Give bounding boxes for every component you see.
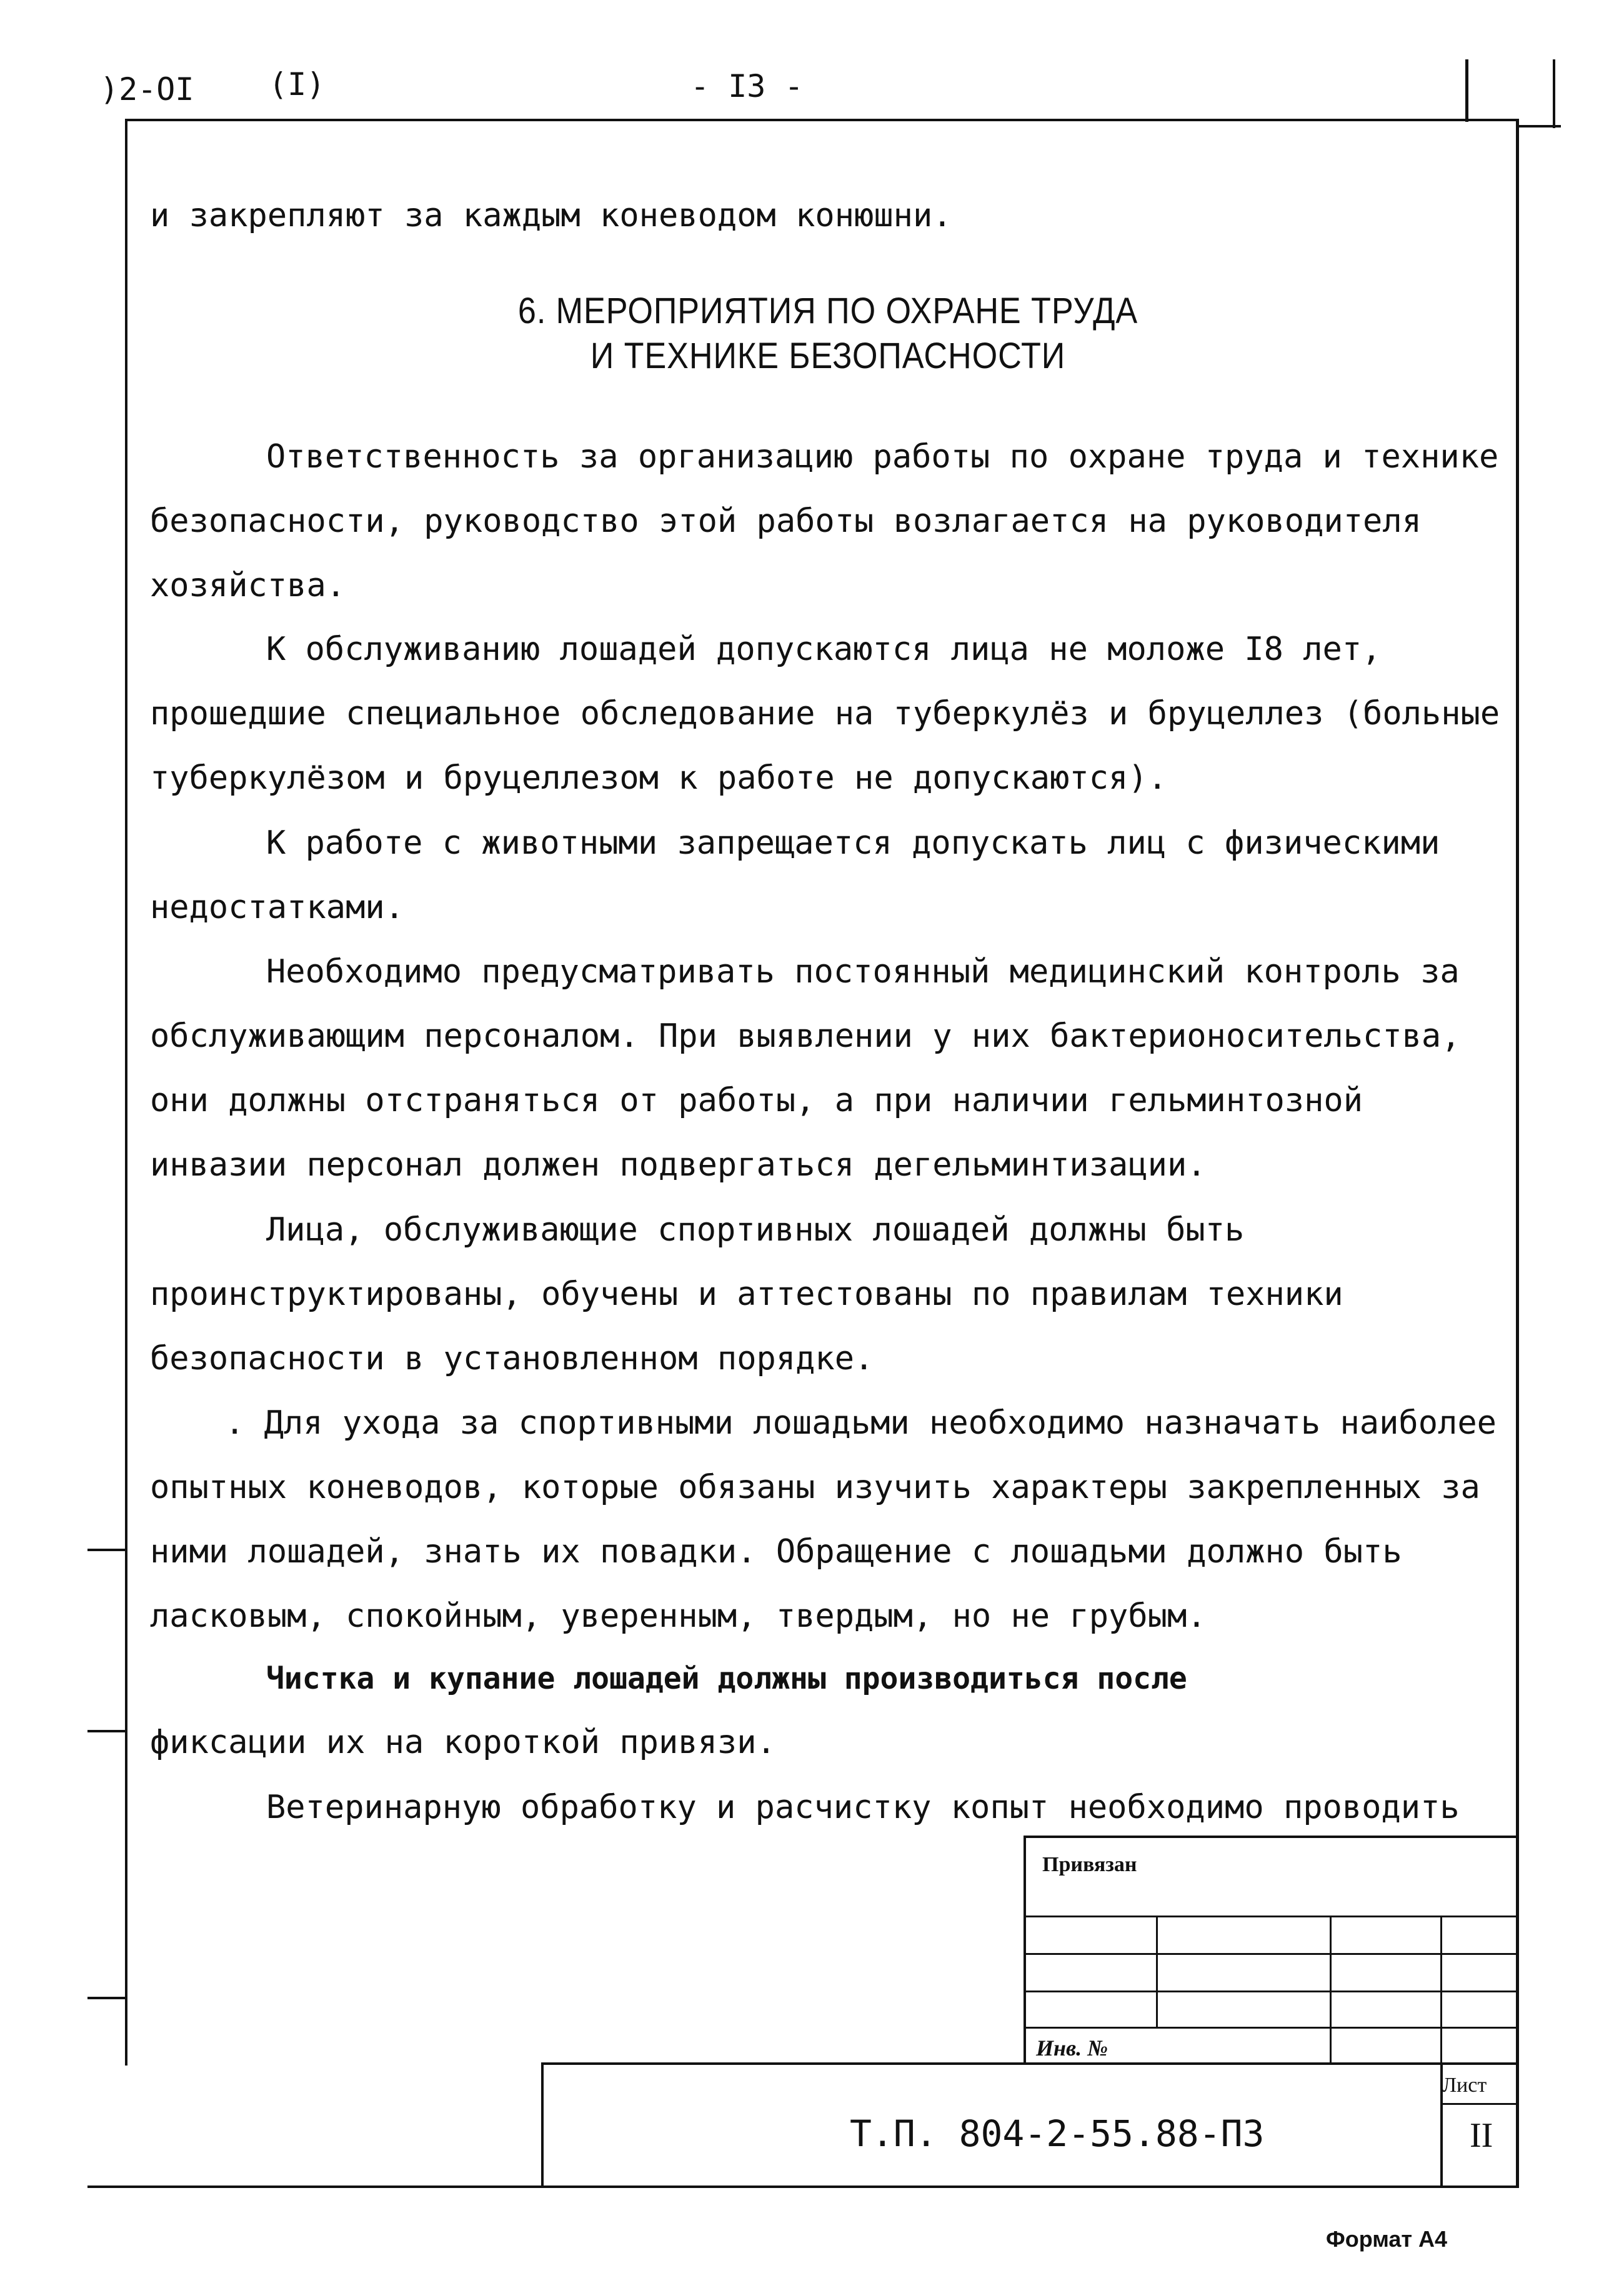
- paragraph: . Для ухода за спортивными лошадьми необходимо назначать наиболее опытных коневодов, которые обязаны изучить характеры закрепленных за ними лошадей, знать их повадки. Обращение с лошадьми должно быть ласковым, спокойным, уверенным, твердым, но не грубым.: [150, 1404, 1497, 1635]
- section-heading-line1: 6. МЕРОПРИЯТИЯ ПО ОХРАНЕ ТРУДА: [517, 291, 1138, 331]
- margin-mark: [87, 1997, 127, 1999]
- stamp-col-line: [1440, 1916, 1442, 2062]
- margin-mark: [87, 1549, 127, 1551]
- paper-format: Формат А4: [1326, 2226, 1448, 2252]
- variant-number: (I): [269, 66, 326, 102]
- frame-right-line: [1516, 119, 1519, 2187]
- doc-code-fragment: )2-OI: [100, 71, 194, 107]
- stamp-row-line: [1024, 1991, 1517, 1992]
- margin-mark: [87, 1730, 127, 1732]
- paragraph-continuation: фиксации их на короткой привязи.: [150, 1724, 776, 1761]
- intro-line: и закрепляют за каждым коневодом конюшни.: [150, 197, 952, 234]
- paragraph: Ветеринарную обработку и расчистку копыт необходимо проводить: [266, 1789, 1460, 1826]
- stamp-row-line: [1024, 2027, 1517, 2029]
- section-heading-line2: И ТЕХНИКЕ БЕЗОПАСНОСТИ: [590, 336, 1066, 376]
- frame-bottom-line: [87, 2186, 1519, 2188]
- inventory-number-label: Инв. №: [1036, 2036, 1108, 2061]
- bind-label: Привязан: [1042, 1853, 1137, 1876]
- frame-left-line: [125, 119, 127, 2066]
- stamp-top-line: [1024, 1836, 1517, 1838]
- page-number: - I3 -: [690, 68, 804, 104]
- paragraph: Лица, обслуживающие спортивных лошадей должны быть проинструктированы, обучены и аттестованы по правилам техники безопасности в установленном порядке.: [150, 1211, 1343, 1377]
- frame-corner-cap: [1517, 125, 1561, 127]
- frame-corner-tick-2: [1553, 59, 1555, 128]
- paragraph: К работе с животными запрещается допускать лиц с физическими недостатками.: [150, 824, 1440, 926]
- stamp-col-line: [1330, 1916, 1332, 2062]
- paragraph: Необходимо предусматривать постоянный медицинский контроль за обслуживающим персоналом. При выявлении у них бактерионосительства, они должны отстраняться от работы, а при наличии гельминтозной инвазии персонал должен подвергаться дегельминтизации.: [150, 953, 1461, 1184]
- frame-corner-tick: [1465, 59, 1468, 122]
- sheet-label: Лист: [1442, 2074, 1487, 2097]
- sheet-row-line: [1440, 2103, 1517, 2105]
- stamp-row-line: [1024, 1916, 1517, 1917]
- sheet-number: II: [1470, 2116, 1493, 2155]
- stamp-row-line: [1024, 1953, 1517, 1955]
- title-block-left-line: [541, 2062, 544, 2187]
- stamp-col-line: [1156, 1916, 1158, 2028]
- frame-top-line: [125, 119, 1518, 121]
- paragraph: Ответственность за организацию работы по охране труда и технике безопасности, руководство этой работы возлагается на руководителя хозяйства.: [150, 438, 1499, 604]
- paragraph: К обслуживанию лошадей допускаются лица не моложе I8 лет, прошедшие специальное обследование на туберкулёз и бруцеллез (больные туберкулёзом и бруцеллезом к работе не допускаются).: [150, 631, 1500, 797]
- title-block-top-line: [541, 2062, 1517, 2065]
- paragraph-bold-line: Чистка и купание лошадей должны производиться после: [266, 1661, 1187, 1696]
- document-code: Т.П. 804-2-55.88-ПЗ: [850, 2112, 1265, 2155]
